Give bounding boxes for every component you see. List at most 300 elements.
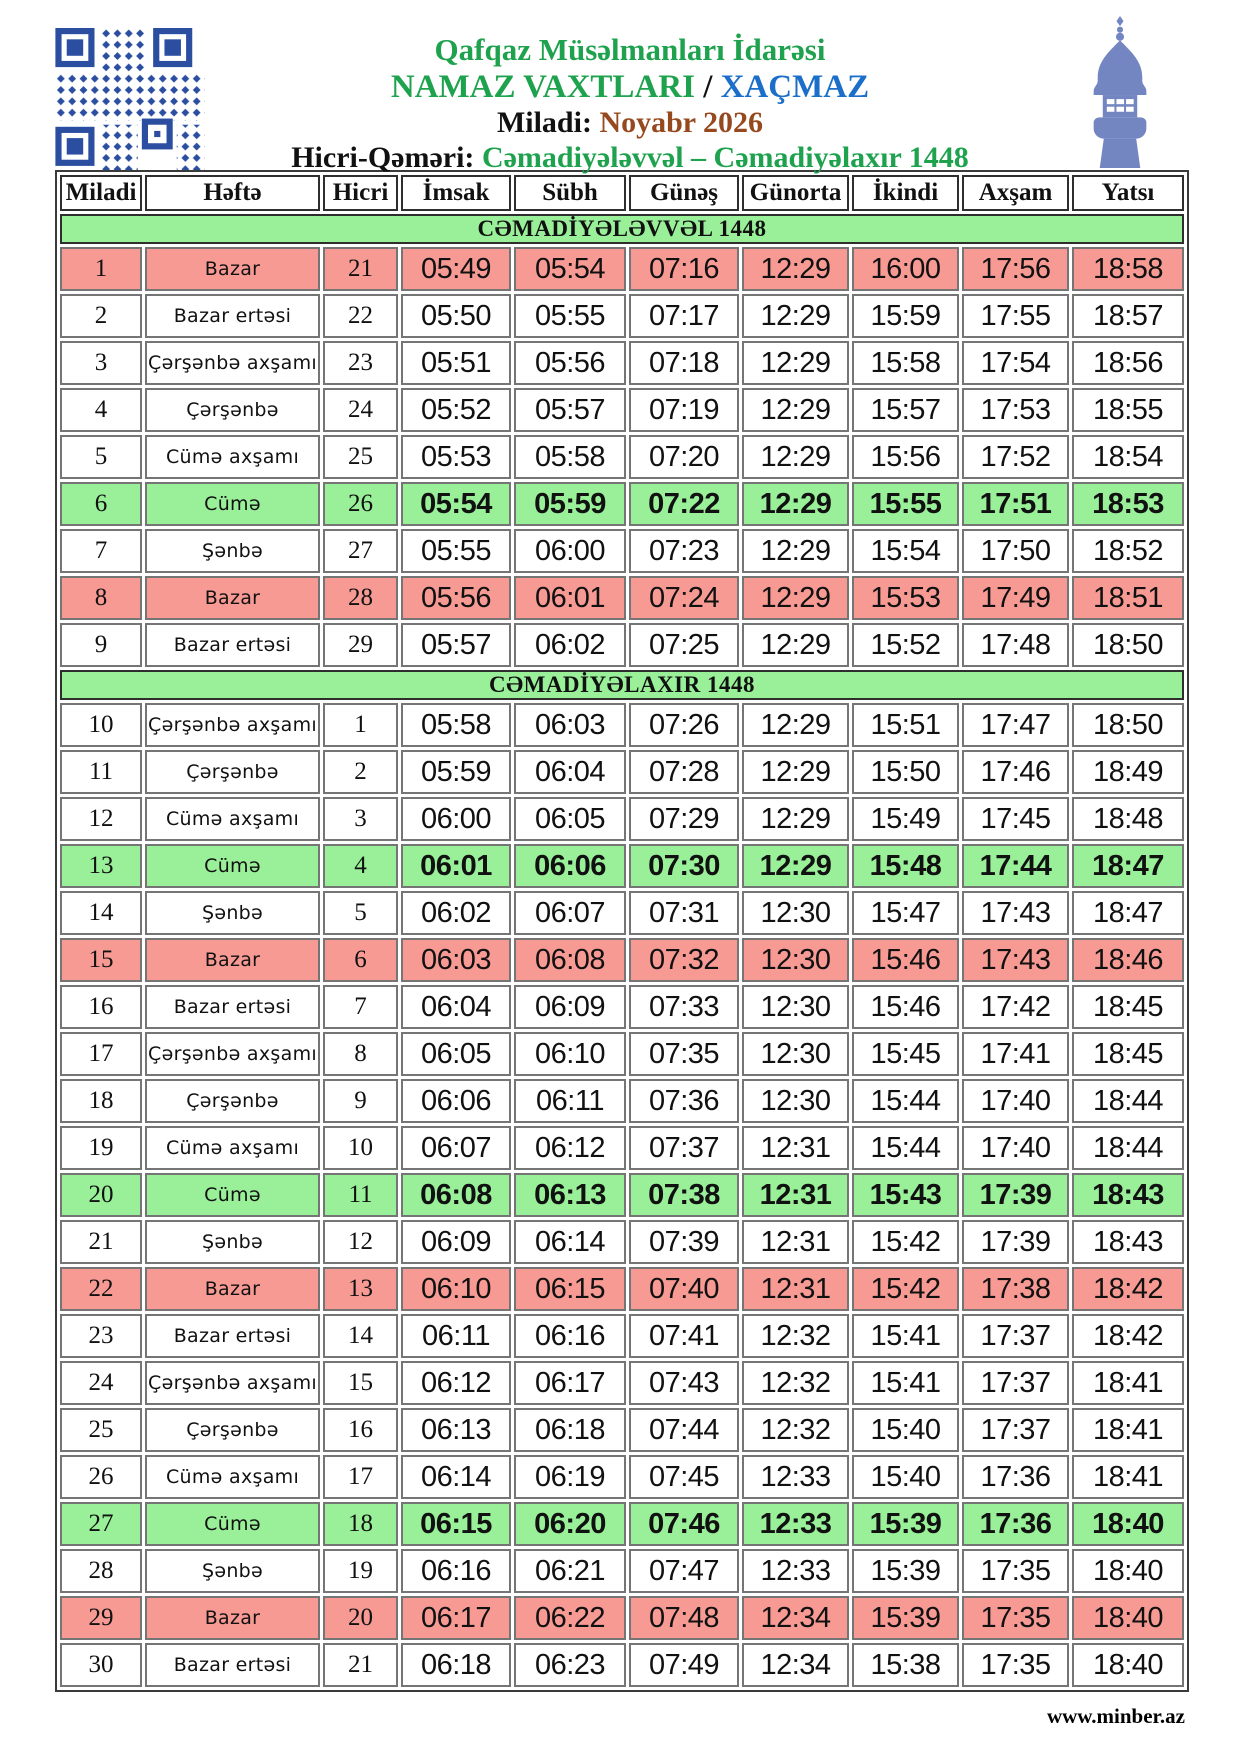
cell-imsak: 06:05 — [401, 1032, 511, 1076]
cell-hicri: 29 — [323, 623, 398, 667]
cell-imsak: 05:59 — [401, 750, 511, 794]
cell-subh: 06:13 — [514, 1173, 626, 1217]
table-row — [60, 529, 1184, 573]
cell-ikindi: 15:39 — [852, 1596, 959, 1640]
cell-yatsi: 18:43 — [1072, 1173, 1184, 1217]
cell-hicri: 21 — [323, 247, 398, 291]
cell-weekday: Bazar — [145, 247, 320, 291]
cell-aksam: 17:36 — [962, 1502, 1069, 1546]
cell-gunorta: 12:29 — [742, 341, 849, 385]
cell-hicri: 11 — [323, 1173, 398, 1217]
cell-yatsi: 18:52 — [1072, 529, 1184, 573]
cell-ikindi: 15:43 — [852, 1173, 959, 1217]
cell-gunorta: 12:29 — [742, 388, 849, 432]
cell-gunes: 07:24 — [629, 576, 739, 620]
cell-subh: 05:56 — [514, 341, 626, 385]
cell-imsak: 06:11 — [401, 1314, 511, 1358]
cell-yatsi: 18:47 — [1072, 844, 1184, 888]
cell-aksam: 17:43 — [962, 891, 1069, 935]
cell-subh: 06:01 — [514, 576, 626, 620]
table-row — [60, 1361, 1184, 1405]
cell-miladi: 20 — [60, 1173, 142, 1217]
cell-subh: 05:57 — [514, 388, 626, 432]
cell-imsak: 05:49 — [401, 247, 511, 291]
cell-imsak: 05:55 — [401, 529, 511, 573]
cell-yatsi: 18:55 — [1072, 388, 1184, 432]
cell-gunes: 07:35 — [629, 1032, 739, 1076]
prayer-times-table — [55, 170, 1189, 1692]
cell-hicri: 21 — [323, 1643, 398, 1687]
cell-weekday: Çərşənbə axşamı — [145, 703, 320, 747]
cell-ikindi: 15:59 — [852, 294, 959, 338]
cell-weekday: Bazar — [145, 1267, 320, 1311]
cell-imsak: 06:18 — [401, 1643, 511, 1687]
cell-gunes: 07:25 — [629, 623, 739, 667]
cell-miladi: 6 — [60, 482, 142, 526]
cell-yatsi: 18:50 — [1072, 703, 1184, 747]
cell-subh: 06:12 — [514, 1126, 626, 1170]
cell-gunorta: 12:29 — [742, 844, 849, 888]
cell-yatsi: 18:41 — [1072, 1408, 1184, 1452]
cell-hicri: 7 — [323, 985, 398, 1029]
cell-gunorta: 12:29 — [742, 750, 849, 794]
cell-weekday: Çərşənbə — [145, 750, 320, 794]
column-header-row — [60, 175, 1184, 211]
cell-yatsi: 18:51 — [1072, 576, 1184, 620]
cell-yatsi: 18:43 — [1072, 1220, 1184, 1264]
table-row — [60, 891, 1184, 935]
cell-gunes: 07:33 — [629, 985, 739, 1029]
cell-aksam: 17:47 — [962, 703, 1069, 747]
cell-imsak: 06:15 — [401, 1502, 511, 1546]
table-row — [60, 1314, 1184, 1358]
cell-hicri: 22 — [323, 294, 398, 338]
cell-imsak: 06:14 — [401, 1455, 511, 1499]
cell-gunorta: 12:31 — [742, 1220, 849, 1264]
cell-miladi: 21 — [60, 1220, 142, 1264]
cell-yatsi: 18:49 — [1072, 750, 1184, 794]
cell-gunes: 07:18 — [629, 341, 739, 385]
cell-subh: 06:16 — [514, 1314, 626, 1358]
cell-ikindi: 15:53 — [852, 576, 959, 620]
cell-weekday: Bazar ertəsi — [145, 623, 320, 667]
cell-aksam: 17:55 — [962, 294, 1069, 338]
table-row — [60, 1455, 1184, 1499]
cell-yatsi: 18:48 — [1072, 797, 1184, 841]
cell-miladi: 26 — [60, 1455, 142, 1499]
table-row — [60, 1408, 1184, 1452]
cell-subh: 06:15 — [514, 1267, 626, 1311]
cell-subh: 06:10 — [514, 1032, 626, 1076]
cell-gunorta: 12:29 — [742, 482, 849, 526]
table-row — [60, 1502, 1184, 1546]
cell-hicri: 8 — [323, 1032, 398, 1076]
cell-yatsi: 18:50 — [1072, 623, 1184, 667]
cell-miladi: 23 — [60, 1314, 142, 1358]
table-row — [60, 938, 1184, 982]
cell-subh: 05:59 — [514, 482, 626, 526]
table-row — [60, 623, 1184, 667]
main-title-line — [205, 68, 1055, 106]
cell-imsak: 05:53 — [401, 435, 511, 479]
cell-gunorta: 12:32 — [742, 1361, 849, 1405]
cell-subh: 06:17 — [514, 1361, 626, 1405]
cell-gunorta: 12:33 — [742, 1455, 849, 1499]
cell-subh: 06:19 — [514, 1455, 626, 1499]
hicri-label: Hicri-Qəməri: — [291, 141, 482, 175]
cell-imsak: 06:04 — [401, 985, 511, 1029]
cell-yatsi: 18:42 — [1072, 1314, 1184, 1358]
minaret-icon — [1055, 16, 1185, 168]
cell-imsak: 06:10 — [401, 1267, 511, 1311]
cell-subh: 06:14 — [514, 1220, 626, 1264]
cell-hicri: 10 — [323, 1126, 398, 1170]
cell-imsak: 06:01 — [401, 844, 511, 888]
cell-subh: 06:03 — [514, 703, 626, 747]
cell-aksam: 17:40 — [962, 1126, 1069, 1170]
miladi-value: Noyabr 2026 — [599, 106, 764, 140]
cell-gunorta: 12:30 — [742, 938, 849, 982]
cell-subh: 06:11 — [514, 1079, 626, 1123]
main-title: NAMAZ VAXTLARI — [390, 68, 695, 105]
cell-hicri: 17 — [323, 1455, 398, 1499]
miladi-label: Miladi: — [496, 106, 600, 140]
cell-aksam: 17:56 — [962, 247, 1069, 291]
cell-ikindi: 15:44 — [852, 1126, 959, 1170]
cell-yatsi: 18:40 — [1072, 1643, 1184, 1687]
cell-subh: 06:22 — [514, 1596, 626, 1640]
cell-imsak: 06:00 — [401, 797, 511, 841]
cell-gunes: 07:45 — [629, 1455, 739, 1499]
cell-ikindi: 16:00 — [852, 247, 959, 291]
cell-gunorta: 12:31 — [742, 1267, 849, 1311]
cell-miladi: 12 — [60, 797, 142, 841]
cell-aksam: 17:40 — [962, 1079, 1069, 1123]
cell-yatsi: 18:44 — [1072, 1079, 1184, 1123]
cell-miladi: 30 — [60, 1643, 142, 1687]
cell-aksam: 17:52 — [962, 435, 1069, 479]
cell-aksam: 17:44 — [962, 844, 1069, 888]
cell-weekday: Şənbə — [145, 1220, 320, 1264]
cell-gunes: 07:36 — [629, 1079, 739, 1123]
cell-weekday: Çərşənbə — [145, 1408, 320, 1452]
cell-miladi: 22 — [60, 1267, 142, 1311]
cell-subh: 06:23 — [514, 1643, 626, 1687]
cell-aksam: 17:41 — [962, 1032, 1069, 1076]
column-header-gunes: Günəş — [629, 175, 739, 211]
cell-ikindi: 15:41 — [852, 1314, 959, 1358]
cell-gunes: 07:16 — [629, 247, 739, 291]
table-row — [60, 1643, 1184, 1687]
cell-miladi: 24 — [60, 1361, 142, 1405]
cell-ikindi: 15:40 — [852, 1408, 959, 1452]
cell-ikindi: 15:51 — [852, 703, 959, 747]
cell-ikindi: 15:42 — [852, 1267, 959, 1311]
cell-yatsi: 18:41 — [1072, 1361, 1184, 1405]
cell-ikindi: 15:54 — [852, 529, 959, 573]
cell-miladi: 13 — [60, 844, 142, 888]
title-separator: / — [694, 68, 721, 105]
table-row — [60, 750, 1184, 794]
cell-miladi: 9 — [60, 623, 142, 667]
cell-miladi: 2 — [60, 294, 142, 338]
cell-gunes: 07:37 — [629, 1126, 739, 1170]
cell-yatsi: 18:44 — [1072, 1126, 1184, 1170]
cell-subh: 06:21 — [514, 1549, 626, 1593]
titles-block — [205, 16, 1055, 176]
cell-ikindi: 15:40 — [852, 1455, 959, 1499]
cell-subh: 06:08 — [514, 938, 626, 982]
cell-gunes: 07:26 — [629, 703, 739, 747]
cell-aksam: 17:35 — [962, 1643, 1069, 1687]
cell-hicri: 4 — [323, 844, 398, 888]
cell-gunorta: 12:30 — [742, 1079, 849, 1123]
section-title-row — [60, 214, 1184, 244]
cell-hicri: 20 — [323, 1596, 398, 1640]
cell-subh: 06:06 — [514, 844, 626, 888]
table-row — [60, 388, 1184, 432]
cell-hicri: 5 — [323, 891, 398, 935]
cell-imsak: 06:12 — [401, 1361, 511, 1405]
column-header-ikindi: İkindi — [852, 175, 959, 211]
cell-gunes: 07:20 — [629, 435, 739, 479]
table-row — [60, 1173, 1184, 1217]
table-row — [60, 294, 1184, 338]
cell-gunorta: 12:29 — [742, 529, 849, 573]
cell-ikindi: 15:42 — [852, 1220, 959, 1264]
cell-hicri: 6 — [323, 938, 398, 982]
cell-aksam: 17:39 — [962, 1173, 1069, 1217]
cell-ikindi: 15:46 — [852, 938, 959, 982]
cell-yatsi: 18:40 — [1072, 1502, 1184, 1546]
cell-weekday: Bazar — [145, 1596, 320, 1640]
cell-miladi: 1 — [60, 247, 142, 291]
cell-yatsi: 18:41 — [1072, 1455, 1184, 1499]
cell-hicri: 25 — [323, 435, 398, 479]
table-row — [60, 1079, 1184, 1123]
cell-aksam: 17:42 — [962, 985, 1069, 1029]
cell-weekday: Çərşənbə axşamı — [145, 341, 320, 385]
cell-aksam: 17:46 — [962, 750, 1069, 794]
cell-miladi: 8 — [60, 576, 142, 620]
cell-imsak: 06:07 — [401, 1126, 511, 1170]
cell-weekday: Cümə axşamı — [145, 1126, 320, 1170]
cell-weekday: Şənbə — [145, 891, 320, 935]
cell-weekday: Cümə axşamı — [145, 435, 320, 479]
table-row — [60, 844, 1184, 888]
cell-imsak: 05:50 — [401, 294, 511, 338]
table-row — [60, 482, 1184, 526]
cell-weekday: Cümə axşamı — [145, 797, 320, 841]
table-row — [60, 576, 1184, 620]
cell-yatsi: 18:57 — [1072, 294, 1184, 338]
cell-gunes: 07:22 — [629, 482, 739, 526]
qr-code-icon — [55, 28, 205, 170]
cell-subh: 06:05 — [514, 797, 626, 841]
table-row — [60, 1549, 1184, 1593]
table-row — [60, 1267, 1184, 1311]
cell-miladi: 25 — [60, 1408, 142, 1452]
cell-aksam: 17:38 — [962, 1267, 1069, 1311]
cell-ikindi: 15:55 — [852, 482, 959, 526]
cell-weekday: Bazar — [145, 938, 320, 982]
cell-aksam: 17:53 — [962, 388, 1069, 432]
website-text: www.minber.az — [1046, 1704, 1185, 1728]
column-header-subh: Sübh — [514, 175, 626, 211]
cell-weekday: Bazar ertəsi — [145, 1314, 320, 1358]
cell-aksam: 17:54 — [962, 341, 1069, 385]
cell-gunorta: 12:31 — [742, 1126, 849, 1170]
cell-gunes: 07:40 — [629, 1267, 739, 1311]
cell-ikindi: 15:47 — [852, 891, 959, 935]
cell-weekday: Bazar — [145, 576, 320, 620]
cell-gunes: 07:44 — [629, 1408, 739, 1452]
cell-aksam: 17:50 — [962, 529, 1069, 573]
column-header-hicri: Hicri — [323, 175, 398, 211]
city-name: XAÇMAZ — [720, 68, 870, 105]
cell-weekday: Bazar ertəsi — [145, 1643, 320, 1687]
cell-hicri: 27 — [323, 529, 398, 573]
cell-weekday: Cümə — [145, 1502, 320, 1546]
cell-yatsi: 18:45 — [1072, 985, 1184, 1029]
cell-weekday: Cümə axşamı — [145, 1455, 320, 1499]
cell-yatsi: 18:47 — [1072, 891, 1184, 935]
cell-imsak: 06:13 — [401, 1408, 511, 1452]
cell-ikindi: 15:39 — [852, 1502, 959, 1546]
cell-weekday: Çərşənbə — [145, 388, 320, 432]
cell-imsak: 06:16 — [401, 1549, 511, 1593]
cell-gunes: 07:48 — [629, 1596, 739, 1640]
cell-aksam: 17:51 — [962, 482, 1069, 526]
column-header-hefte: Həftə — [145, 175, 320, 211]
cell-weekday: Çərşənbə axşamı — [145, 1032, 320, 1076]
cell-miladi: 18 — [60, 1079, 142, 1123]
cell-miladi: 27 — [60, 1502, 142, 1546]
cell-imsak: 05:56 — [401, 576, 511, 620]
cell-yatsi: 18:40 — [1072, 1596, 1184, 1640]
cell-hicri: 1 — [323, 703, 398, 747]
cell-miladi: 3 — [60, 341, 142, 385]
cell-hicri: 15 — [323, 1361, 398, 1405]
cell-imsak: 05:58 — [401, 703, 511, 747]
table-row — [60, 985, 1184, 1029]
cell-yatsi: 18:40 — [1072, 1549, 1184, 1593]
cell-aksam: 17:43 — [962, 938, 1069, 982]
cell-hicri: 2 — [323, 750, 398, 794]
cell-subh: 06:18 — [514, 1408, 626, 1452]
cell-imsak: 05:57 — [401, 623, 511, 667]
cell-gunorta: 12:33 — [742, 1549, 849, 1593]
cell-yatsi: 18:42 — [1072, 1267, 1184, 1311]
cell-imsak: 06:02 — [401, 891, 511, 935]
cell-weekday: Şənbə — [145, 1549, 320, 1593]
cell-gunorta: 12:30 — [742, 985, 849, 1029]
cell-gunes: 07:49 — [629, 1643, 739, 1687]
cell-subh: 05:58 — [514, 435, 626, 479]
cell-miladi: 11 — [60, 750, 142, 794]
table-row — [60, 1126, 1184, 1170]
hicri-value: Cəmadiyələvvəl – Cəmadiyəlaxır 1448 — [481, 141, 969, 175]
cell-imsak: 05:51 — [401, 341, 511, 385]
table-row — [60, 797, 1184, 841]
cell-hicri: 28 — [323, 576, 398, 620]
cell-ikindi: 15:45 — [852, 1032, 959, 1076]
cell-gunorta: 12:34 — [742, 1643, 849, 1687]
cell-miladi: 4 — [60, 388, 142, 432]
table-row — [60, 247, 1184, 291]
column-header-yatsi: Yatsı — [1072, 175, 1184, 211]
cell-gunes: 07:47 — [629, 1549, 739, 1593]
cell-aksam: 17:37 — [962, 1408, 1069, 1452]
cell-gunes: 07:43 — [629, 1361, 739, 1405]
cell-subh: 06:04 — [514, 750, 626, 794]
cell-gunorta: 12:30 — [742, 891, 849, 935]
cell-ikindi: 15:50 — [852, 750, 959, 794]
cell-imsak: 06:08 — [401, 1173, 511, 1217]
cell-ikindi: 15:49 — [852, 797, 959, 841]
cell-ikindi: 15:41 — [852, 1361, 959, 1405]
cell-weekday: Çərşənbə axşamı — [145, 1361, 320, 1405]
cell-yatsi: 18:45 — [1072, 1032, 1184, 1076]
cell-ikindi: 15:52 — [852, 623, 959, 667]
org-title: Qafqaz Müsəlmanları İdarəsi — [434, 32, 826, 67]
cell-gunorta: 12:29 — [742, 294, 849, 338]
hicri-line — [205, 141, 1055, 176]
cell-ikindi: 15:46 — [852, 985, 959, 1029]
cell-subh: 06:00 — [514, 529, 626, 573]
table-row — [60, 435, 1184, 479]
cell-gunorta: 12:31 — [742, 1173, 849, 1217]
cell-gunorta: 12:30 — [742, 1032, 849, 1076]
cell-imsak: 05:52 — [401, 388, 511, 432]
cell-hicri: 26 — [323, 482, 398, 526]
cell-gunorta: 12:34 — [742, 1596, 849, 1640]
cell-gunorta: 12:29 — [742, 623, 849, 667]
cell-gunes: 07:23 — [629, 529, 739, 573]
cell-hicri: 16 — [323, 1408, 398, 1452]
table-row — [60, 1032, 1184, 1076]
cell-aksam: 17:37 — [962, 1314, 1069, 1358]
cell-hicri: 13 — [323, 1267, 398, 1311]
cell-weekday: Cümə — [145, 482, 320, 526]
header — [55, 16, 1185, 175]
cell-hicri: 14 — [323, 1314, 398, 1358]
cell-aksam: 17:35 — [962, 1549, 1069, 1593]
cell-gunorta: 12:29 — [742, 576, 849, 620]
cell-gunes: 07:30 — [629, 844, 739, 888]
cell-yatsi: 18:56 — [1072, 341, 1184, 385]
cell-gunorta: 12:32 — [742, 1408, 849, 1452]
cell-gunes: 07:38 — [629, 1173, 739, 1217]
cell-aksam: 17:35 — [962, 1596, 1069, 1640]
cell-imsak: 06:09 — [401, 1220, 511, 1264]
cell-miladi: 17 — [60, 1032, 142, 1076]
cell-miladi: 7 — [60, 529, 142, 573]
table-row — [60, 1220, 1184, 1264]
table-row — [60, 341, 1184, 385]
column-header-gunorta: Günorta — [742, 175, 849, 211]
cell-hicri: 9 — [323, 1079, 398, 1123]
cell-weekday: Cümə — [145, 1173, 320, 1217]
cell-hicri: 23 — [323, 341, 398, 385]
cell-gunes: 07:31 — [629, 891, 739, 935]
cell-yatsi: 18:53 — [1072, 482, 1184, 526]
cell-aksam: 17:37 — [962, 1361, 1069, 1405]
cell-gunorta: 12:29 — [742, 435, 849, 479]
cell-miladi: 5 — [60, 435, 142, 479]
cell-subh: 05:54 — [514, 247, 626, 291]
cell-miladi: 15 — [60, 938, 142, 982]
